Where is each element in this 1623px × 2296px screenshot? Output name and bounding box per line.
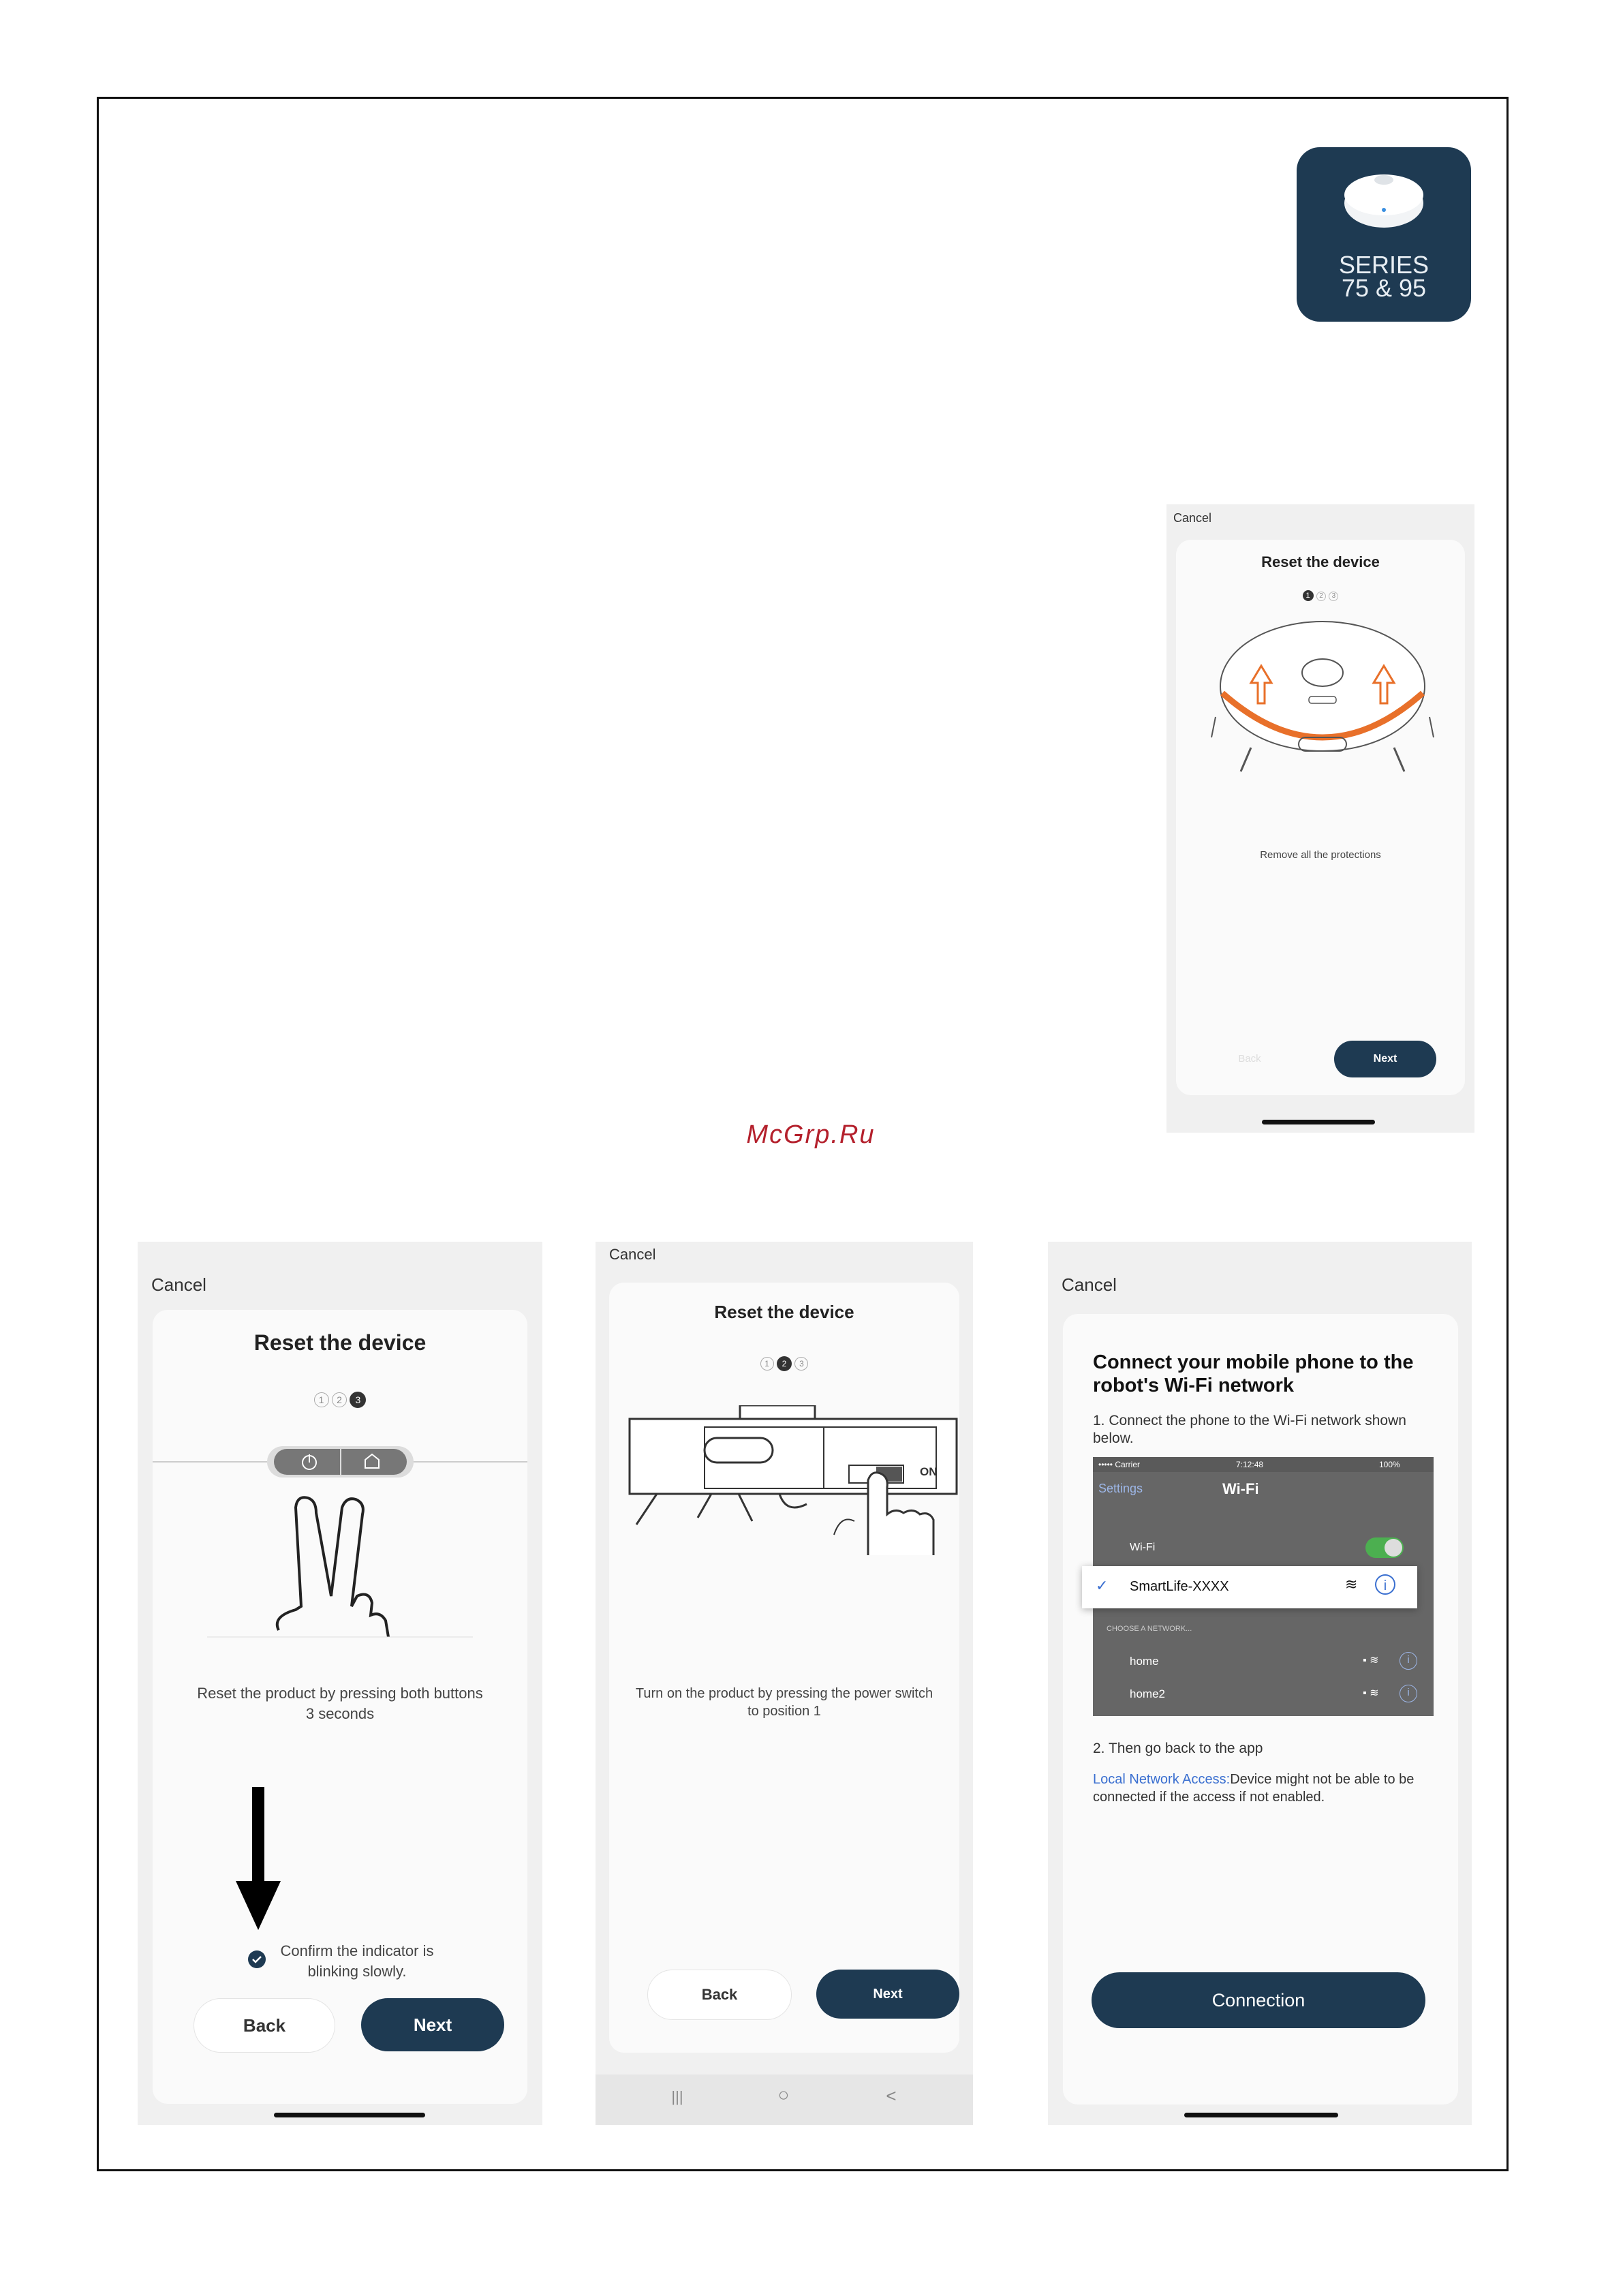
confirm-indicator-label: Confirm the indicator is blinking slowly. (280, 1942, 434, 1980)
local-network-note (1093, 1771, 1434, 1806)
choose-network-header: CHOOSE A NETWORK... (1107, 1625, 1192, 1633)
badge-line-2: 75 & 95 (1341, 274, 1427, 302)
content-card (609, 1283, 959, 2053)
content-card (153, 1310, 527, 2104)
home-indicator (1262, 1120, 1375, 1124)
step-indicator (609, 1356, 959, 1371)
power-switch-illustration (609, 1405, 959, 1569)
connection-button[interactable]: Connection (1092, 1972, 1425, 2028)
content-card (1176, 540, 1465, 1095)
info-icon[interactable]: i (1400, 1685, 1417, 1702)
badge-line-1: SERIES (1338, 251, 1429, 279)
lock-wifi-icon: ▪ ≋ (1363, 1687, 1379, 1699)
screen-title: Reset the device (714, 1302, 854, 1322)
lock-wifi-icon: ▪ ≋ (1363, 1655, 1379, 1666)
next-button[interactable]: Next (361, 1998, 504, 2051)
phone-screen-power-switch (596, 1242, 973, 2125)
ios-status-bar: ••••• Carrier 7:12:48 100% (1093, 1457, 1434, 1472)
step-1: 1 (1303, 590, 1314, 601)
cancel-link[interactable]: Cancel (1173, 511, 1212, 525)
arrow-down-icon (234, 1787, 282, 1937)
step-3: 3 (1329, 592, 1338, 601)
content-card (1063, 1314, 1458, 2104)
step-2: 2 (332, 1392, 347, 1407)
step-indicator (1176, 589, 1465, 601)
info-icon[interactable]: i (1400, 1652, 1417, 1670)
series-badge (1297, 147, 1471, 322)
ios-nav-bar (1093, 1476, 1434, 1503)
step-1-text: 1. Connect the phone to the Wi-Fi network shown below. (1093, 1413, 1406, 1446)
cancel-link[interactable]: Cancel (1062, 1274, 1117, 1295)
next-button[interactable]: Next (1334, 1041, 1436, 1077)
step-3: 3 (350, 1392, 366, 1408)
back-button[interactable]: Back (1202, 1041, 1297, 1077)
wifi-toggle-row: Wi-Fi (1093, 1533, 1434, 1562)
wifi-signal-icon: ≋ (1345, 1576, 1358, 1593)
instruction-text: Remove all the protections (1260, 849, 1381, 861)
screen-title: Reset the device (253, 1330, 427, 1355)
instruction-text: Reset the product by pressing both buttons 3 seconds (197, 1685, 483, 1722)
home-icon[interactable]: ○ (777, 2084, 790, 2105)
home-indicator (1184, 2113, 1338, 2117)
phone-screen-connect-wifi (1048, 1242, 1472, 2125)
confirm-checkbox[interactable] (248, 1950, 266, 1968)
settings-back-link[interactable]: Settings (1098, 1482, 1143, 1495)
watermark: McGrp.Ru (746, 1120, 876, 1149)
recent-apps-icon[interactable]: ||| (671, 2088, 683, 2105)
step-1: 1 (314, 1392, 329, 1407)
checkmark-icon: ✓ (1096, 1577, 1109, 1594)
back-nav-icon[interactable]: < (886, 2085, 897, 2106)
wifi-toggle[interactable] (1365, 1537, 1404, 1558)
home-indicator (274, 2113, 425, 2117)
robot-protection-illustration (1210, 618, 1435, 775)
phone-screen-remove-protections (1166, 504, 1474, 1133)
hand-press-buttons-illustration (153, 1433, 527, 1651)
android-nav-bar (596, 2075, 973, 2125)
switch-on-label: ON (920, 1465, 938, 1478)
selected-network-row[interactable] (1082, 1566, 1417, 1608)
cancel-link[interactable]: Cancel (151, 1274, 206, 1295)
step-2: 2 (777, 1356, 792, 1371)
step-2: 2 (1316, 592, 1326, 601)
step-3: 3 (794, 1357, 808, 1371)
step-2-text: 2. Then go back to the app (1093, 1741, 1263, 1756)
screen-title: Connect your mobile phone to the robot's Wi-Fi network (1093, 1351, 1414, 1396)
back-button[interactable]: Back (647, 1970, 792, 2020)
info-icon[interactable]: i (1375, 1574, 1395, 1595)
local-network-access-link[interactable]: Local Network Access: (1093, 1772, 1231, 1787)
ios-wifi-title: Wi-Fi (1222, 1480, 1259, 1497)
network-row-home[interactable]: home ▪ ≋ i (1093, 1649, 1434, 1677)
instruction-text: Turn on the product by pressing the power switch to position 1 (635, 1686, 933, 1719)
step-1: 1 (760, 1357, 774, 1371)
screen-title: Reset the device (1261, 553, 1380, 570)
selected-network-name: SmartLife-XXXX (1130, 1579, 1229, 1594)
checkmark-icon (248, 1950, 266, 1968)
next-button[interactable]: Next (816, 1970, 959, 2019)
step-indicator (153, 1392, 527, 1408)
network-row-home2[interactable]: home2 ▪ ≋ i (1093, 1682, 1434, 1709)
local-network-note-text: Device might not be able to be connected if the access if not enabled. (1093, 1772, 1415, 1805)
back-button[interactable]: Back (194, 1998, 335, 2053)
cancel-link[interactable]: Cancel (609, 1246, 656, 1263)
ios-wifi-screenshot (1093, 1457, 1434, 1716)
phone-screen-reset-buttons (138, 1242, 542, 2125)
